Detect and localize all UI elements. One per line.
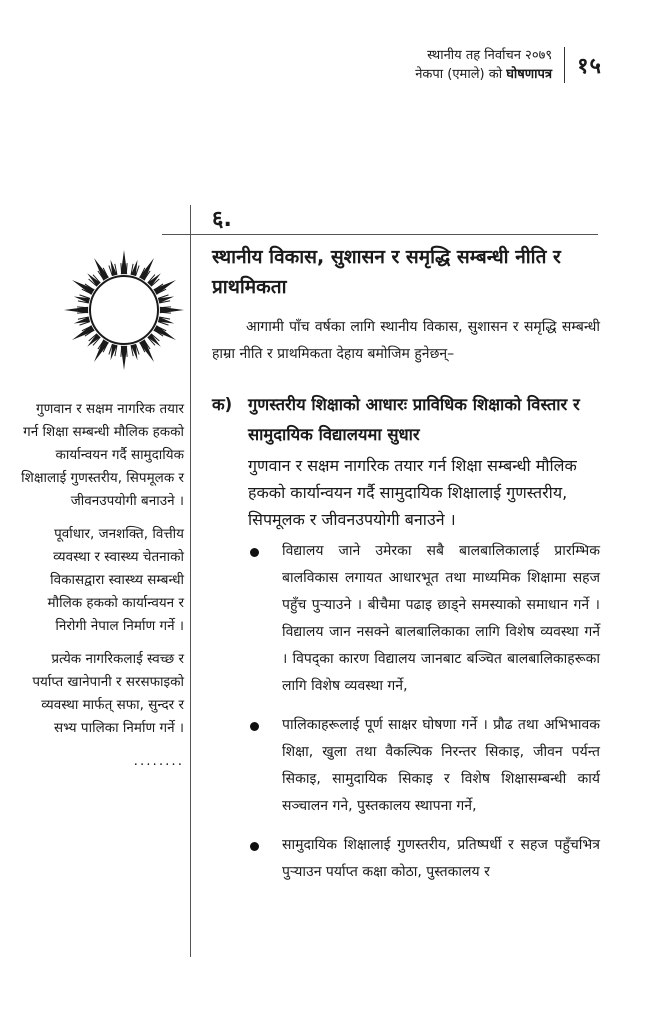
sun-ray [153,280,176,295]
list-item-text: पालिकाहरूलाई पूर्ण साक्षर घोषणा गर्ने । प्रौढ तथा अभिभावक शिक्षा, खुला तथा वैकल्पिक निरन्तर सिकाइ, जीवन पर्यन्त सिकाइ, सामुदायिक सिकाइ र विशेष शिक्षासम्बन्धी कार्य सञ्चालन गने, पुस्तकालय स्थापना गर्ने, [282,717,600,814]
subsection-label: क) [212,395,233,414]
sun-ray-line [160,307,171,308]
header-divider [564,47,565,83]
sun-emblem-icon [62,248,186,372]
vertical-rule [190,205,191,957]
sun-ray [72,325,95,340]
header-line-1: स्थानीय तह निर्वाचन २०७९ [427,48,553,63]
header-text [415,46,552,84]
sun-ray [94,339,109,362]
subsection-intro: गुणवान र सक्षम नागरिक तयार गर्न शिक्षा सम्बन्धी मौलिक हकको कार्यान्वयन गर्दै सामुदायिक शिक्षालाई गुणस्तरीय, सिपमूलक र जीवनउपयोगी बनाउने । [248,456,577,529]
sidebar-callout [20,398,184,773]
section-intro: आगामी पाँच वर्षका लागि स्थानीय विकास, सुशासन र समृद्धि सम्बन्धी हाम्रा नीति र प्राथमिकता देहाय बमोजिम हुनेछन्– [212,319,600,362]
sun-ray [72,280,95,295]
list-item-text: सामुदायिक शिक्षालाई गुणस्तरीय, प्रतिष्पर्धी र सहज पहुँचभित्र पुऱ्याउन पर्याप्त कक्षा कोठा, पुस्तकालय र [282,837,600,880]
horizontal-rule [162,234,598,235]
list-item [248,832,600,886]
list-item [248,712,600,820]
page-number: १५ [577,54,602,79]
header-line-2-bold: घोषणापत्र [506,67,553,82]
bullet-dot-icon [250,842,259,851]
sun-ray-line [121,263,122,274]
section-title: स्थानीय विकास, सुशासन र समृद्धि सम्बन्धी नीति र प्राथमिकता [212,246,561,298]
subsection-heading [212,390,602,450]
sidebar-paragraph: प्रत्येक नागरिकलाई स्वच्छ र पर्याप्त खानेपानी र सरसफाइको व्यवस्था मार्फत् सफा, सुन्दर र सभ्य पालिका निर्माण गर्ने । [32,651,184,736]
running-header [415,46,602,84]
subsection-title: गुणस्तरीय शिक्षाको आधारः प्राविधिक शिक्षाको विस्तार र सामुदायिक विद्यालयमा सुधार [248,395,580,444]
sun-ray [139,258,154,281]
list-item-text: विद्यालय जाने उमेरका सबै बालबालिकालाई प्रारम्भिक बालविकास लगायत आधारभूत तथा माध्यमिक शिक्षामा सहज पहुँच पुऱ्याउने । बीचैमा पढाइ छाड्ने समस्याको समाधान गर्ने । विद्यालय जान नसक्ने बालबालिकाका लागि विशेष व्यवस्था गर्ने । विपद्का कारण विद्यालय जानबाट बञ्चित बालबालिकाहरूका लागि विशेष व्यवस्था गर्ने, [282,543,600,694]
sidebar-paragraph: पूर्वाधार, जनशक्ति, वित्तीय व्यवस्था र स्वास्थ्य चेतनाको विकासद्वारा स्वास्थ्य सम्बन्धी मौलिक हकको कार्यान्वयन र निरोगी नेपाल निर्माण गर्ने । [47,526,184,634]
sidebar-end-mark: ........ [133,753,184,769]
bullet-list [248,538,600,898]
sun-ray-line [126,346,127,357]
sun-ray-line [77,312,88,313]
header-line-2 [415,65,552,84]
header-line-2-prefix: नेकपा (एमाले) को [415,67,507,82]
bullet-dot-icon [250,722,259,731]
section-number: ६. [212,207,232,232]
bullet-dot-icon [250,548,259,557]
sun-ray [139,339,154,362]
sun-disc [90,276,158,344]
sun-ray [153,325,176,340]
sun-ray [94,258,109,281]
list-item [248,538,600,700]
sidebar-paragraph: गुणवान र सक्षम नागरिक तयार गर्न शिक्षा सम्बन्धी मौलिक हकको कार्यान्वयन गर्दै सामुदायिक शिक्षालाई गुणस्तरीय, सिपमूलक र जीवनउपयोगी बनाउने । [21,401,184,509]
